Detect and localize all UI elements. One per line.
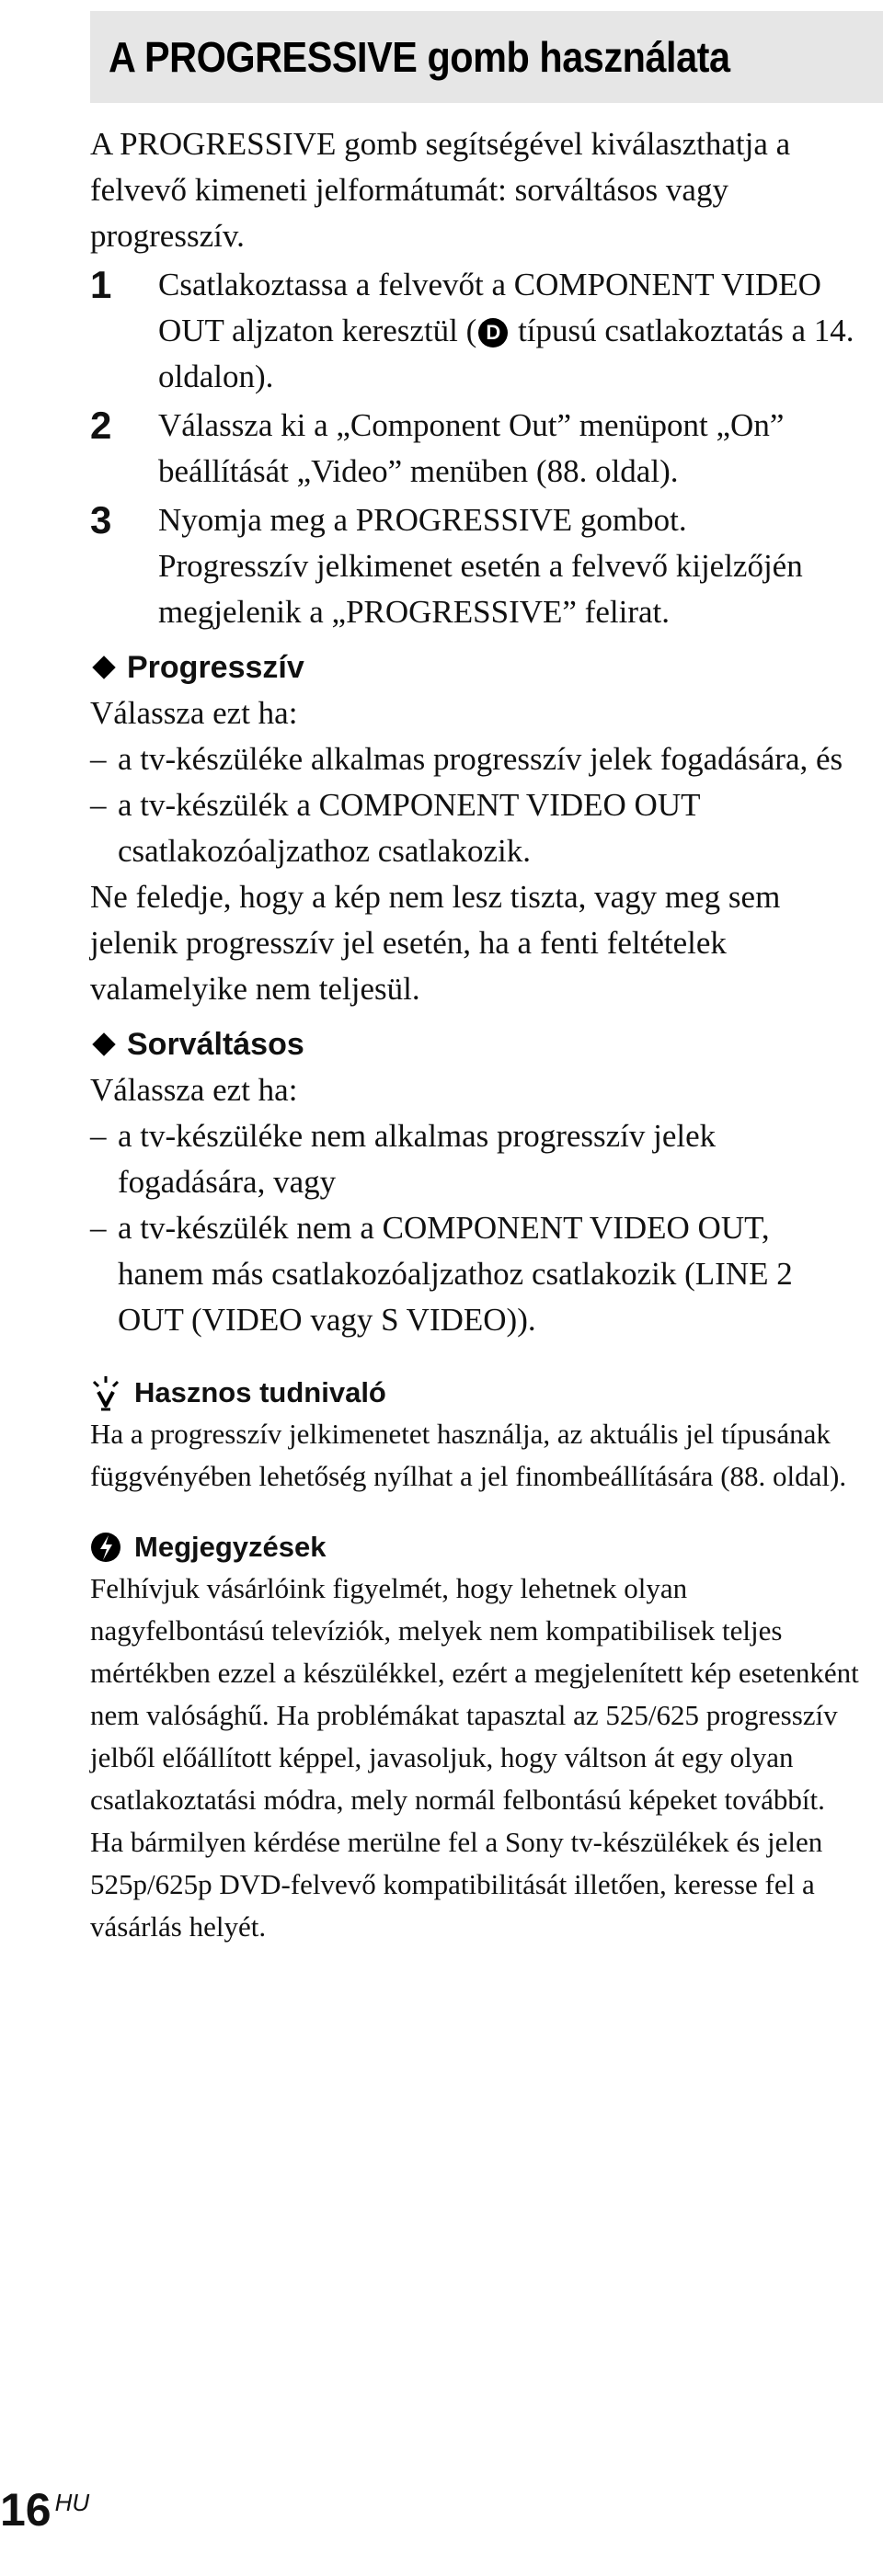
notes-heading: Megjegyzések — [90, 1527, 863, 1567]
step-text: Csatlakoztassa a felvevőt a COMPONENT VIDEO OUT aljzaton keresztül ( D típusú csatlakoztatás a 14. oldalon). — [158, 267, 854, 394]
page-title: A PROGRESSIVE gomb használata — [109, 33, 730, 81]
warning-icon — [90, 1529, 121, 1566]
main-content — [90, 121, 863, 1948]
diamond-icon — [92, 1032, 115, 1055]
intro-paragraph: A PROGRESSIVE gomb segítségével kiválaszthatja a felvevő kimeneti jelformátumát: sorváltásos vagy progresszív. — [90, 126, 791, 254]
step-2 — [90, 403, 863, 495]
step-3 — [90, 497, 863, 635]
lightbulb-icon — [90, 1374, 121, 1411]
diamond-icon — [92, 655, 115, 678]
notes-text: Felhívjuk vásárlóink figyelmét, hogy lehetnek olyan nagyfelbontású televíziók, melyek nem kompatibilisek teljes mértékben ezzel a készülékkel, ezért a megjelenített kép esetenként nem valósághű. Ha problémákat tapasztal az 525/625 progresszív jelből előállított képpel, javasoljuk, hogy váltson át egy olyan csatlakoztatási módra, mely normál felbontású képeket továbbít. Ha bármilyen kérdése merülne fel a Sony tv-készülékek és jelen 525p/625p DVD-felvevő kompatibilitását illetően, keresse fel a vásárlás helyét. — [90, 1572, 859, 1943]
list-item: – a tv-készülék nem a COMPONENT VIDEO OUT, hanem más csatlakozóaljzathoz csatlakozik (LINE 2 OUT (VIDEO vagy S VIDEO)). — [90, 1210, 793, 1338]
page-footer — [0, 2482, 89, 2537]
progressive-intro: Válassza ezt ha: — [90, 695, 298, 731]
list-item: – a tv-készüléke alkalmas progresszív jelek fogadására, és — [90, 741, 843, 777]
connection-d-badge-icon: D — [478, 318, 508, 348]
interlace-heading: Sorváltásos — [90, 1021, 863, 1067]
section-header — [90, 11, 883, 103]
step-1 — [90, 262, 863, 400]
step-extra-text: Progresszív jelkimenet esetén a felvevő kijelzőjén megjelenik a „PROGRESSIVE” felirat. — [158, 548, 803, 630]
interlace-intro: Válassza ezt ha: — [90, 1072, 298, 1108]
step-number: 3 — [90, 498, 112, 541]
page-number: 16 — [0, 2484, 52, 2536]
page-language: HU — [54, 2489, 90, 2516]
list-item: – a tv-készülék a COMPONENT VIDEO OUT csatlakozóaljzathoz csatlakozik. — [90, 787, 700, 869]
step-number: 1 — [90, 263, 112, 306]
tip-heading: Hasznos tudnivaló — [90, 1373, 863, 1413]
list-item: – a tv-készüléke nem alkalmas progresszív jelek fogadására, vagy — [90, 1118, 717, 1200]
step-number: 2 — [90, 404, 112, 447]
step-text: Nyomja meg a PROGRESSIVE gombot. — [158, 502, 687, 538]
progressive-note: Ne feledje, hogy a kép nem lesz tiszta, vagy meg sem jelenik progresszív jel esetén, ha a fenti feltételek valamelyike nem teljesül. — [90, 879, 781, 1007]
tip-text: Ha a progresszív jelkimenetet használja, az aktuális jel típusának függvényében lehetőség nyílhat a jel finombeállítására (88. oldal). — [90, 1418, 847, 1492]
step-text: Válassza ki a „Component Out” menüpont „On” beállítását „Video” menüben (88. oldal). — [158, 407, 785, 489]
progressive-heading: Progresszív — [90, 644, 863, 690]
